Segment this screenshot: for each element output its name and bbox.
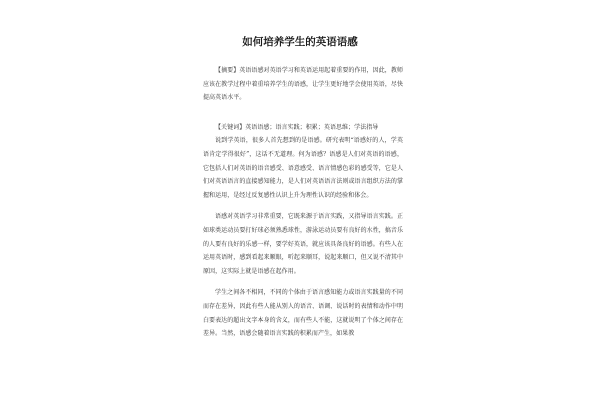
body-paragraph-1: 说到学英语，很多人首先想到的是语感。研究表明“语感好的人，学英语肯定学得很好”，这话不无道理。何为语感？语感是人们对英语的语感，它包括人们对英语的语音感受、语意感受、语言情感色彩的感受等，它是人们对英语语言的直接感知能力，是人们对英语语言法则或语言组织方法的掌握和运用，是经过反复感性认识上升为理性认识的经验和体会。 (203, 137, 403, 199)
keywords-paragraph: 【关键词】英语语感；语言实践；积累；英语思维；学法指导 (215, 123, 379, 131)
body-paragraph-2: 语感对英语学习非常重要，它既来源于语言实践，又指导语言实践。正如球类运动员要打好球必须熟悉球性，游泳运动员要有良好的水性，搞音乐的人要有良好的乐感一样，要学好英语，就应该具备良好的语感。有些人在运用英语时，感到看起来顺眼，听起来顺耳，说起来顺口，但又说不清其中原因，这实际上就是语感在起作用。 (203, 213, 403, 275)
section-spacer (203, 105, 403, 121)
paragraph-spacer (203, 202, 403, 210)
body-paragraph-3: 学生之间各不相同，不同的个体由于语言感知能力或语言实践量的不同而存在差异，因此有些人能从别人的语音、语调、说话时的表情和动作中明白要表达的超出文字本身的含义，而有些人不能，这就说明了个体之间存在差异。当然，语感会随着语言实践的积累而产生，如果教 (203, 289, 403, 338)
document-body (203, 64, 403, 341)
paragraph-spacer (203, 278, 403, 286)
document-title: 如何培养学生的英语语感 (242, 36, 358, 48)
abstract-paragraph: 【摘要】英语语感对英语学习和英语运用起着重要的作用，因此，教师应该在教学过程中着重培养学生的语感，让学生更好地学会使用英语，尽快提高英语水平。 (203, 67, 403, 102)
